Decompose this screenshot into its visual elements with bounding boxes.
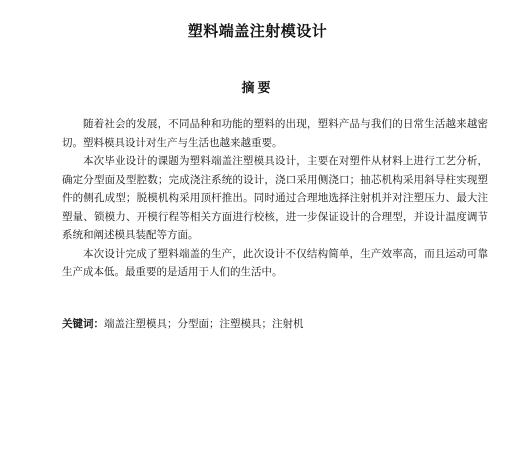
abstract-body xyxy=(62,115,488,282)
keywords-list: 端盖注塑模具；分型面；注塑模具；注射机 xyxy=(104,318,304,330)
abstract-paragraph: 本次毕业设计的课题为塑料端盖注塑模具设计，主要在对塑件从材料上进行工艺分析，确定分型面及型腔数；完成浇注系统的设计，浇口采用侧浇口；抽芯机构采用斜导柱实现塑件的侧孔成型；脱模机构采用顶杆推出。同时通过合理地选择注射机并对注塑压力、最大注塑量、锁模力、开模行程等相关方面进行校核，进一步保证设计的合理型，并设计温度调节系统和阐述模具装配等方面。 xyxy=(62,155,488,241)
document-title: 塑料端盖注射模设计 xyxy=(187,22,328,40)
abstract-heading: 摘要 xyxy=(241,81,274,96)
abstract-paragraph: 本次设计完成了塑料端盖的生产，此次设计不仅结构简单，生产效率高，而且运动可靠生产成本低。最重要的是适用于人们的生活中。 xyxy=(62,247,488,278)
keywords-line xyxy=(62,315,488,333)
keywords-label: 关键词： xyxy=(62,318,104,330)
abstract-paragraph: 随着社会的发展，不同品种和功能的塑料的出现，塑料产品与我们的日常生活越来越密切。塑料模具设计对生产与生活也越来越重要。 xyxy=(62,118,488,149)
